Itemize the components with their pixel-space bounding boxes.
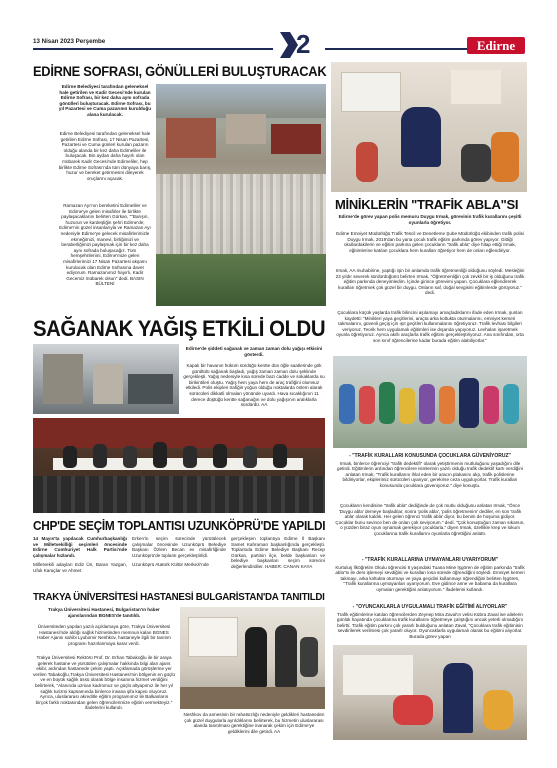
article2-photo-bottom <box>333 645 527 740</box>
article1-body1 <box>58 131 152 181</box>
article2-body1-text: Edirne Emniyet Müdürlüğü Trafik Tescil ve Denetleme Şube Müdürlüğü ekibinden trafik polisi Duygu Irmak, 2019'dan bu yana çocuk trafik eğitim parkında görev yapıyor. Gittiği okullardakilerin ve eğitim parkına gelen çocukların "trafik abla" diye hitap ettiği Irmak, eğitimlerine katılan çocuklara hem kuralları öğretiyor hem de onları eğlendiriyor. <box>336 231 524 253</box>
article5-body3-text: Neshkov da annesinin bir rahatsızlığı nedeniyle geldikleri hastaneden çok güzel duygularla ayrıldıklarını belirterek, bu hizmetin uluslararası alanda tanıtılması gerektiğine inanarak çekim için Edirne'ye geldiklerini dile getirdi. AA <box>183 712 325 734</box>
article2-title: MİNİKLERİN "TRAFİK ABLA"SI <box>335 197 519 212</box>
header-bar <box>0 0 557 62</box>
article2-body3-text: Çocuklara küçük yaşlarda trafik bilincini aşılamayı amaçladıklarını ifade eden Irmak, şunları kaydetti: "Minikleri yaya geçitlerini, araçta arka koltukta oturmalarını, emniyet kemeri takmalarını, güvenli geçiş için ışıt geçitleri kullanmalarını öğretiyoruz. Trafik levhası bilgileri veriyoruz. Teorik hem uygulamalı eğitimleri ise dışarıda yapıyoruz. Levhaları işaretmek oyunla öğretiyoruz. Ayrıca akıllı araçlarla trafik eğitimi gerçekleştiriyoruz. Ana sınıfından, orta son sınıf öğrencilerine kadar burada eğitim alabiliyorlar." <box>336 310 524 343</box>
article5-lead-text: Trakya Üniversitesi Hastanesi, Bulgaristan'ın haber ajanslarından BGNES'de tanıtıldı. <box>48 607 160 618</box>
header-rule-left <box>33 48 273 50</box>
article4-col2-text: Erken'in seçim sürecinde yürütülecek çalışmalar öncesinde Uzunköprü Belediye Başkanı Özlem Becan ev misafirliğinde Uzunköprü'de toplantı gerçekleştirildi. <box>132 536 226 558</box>
article2-sub3-title: - "OYUNCAKLARLA UYGULAMALI TRAFİK EĞİTİMİ ALIYORLAR" <box>352 604 508 610</box>
article4-col1-text: 14 Mayıs'ta yapılacak Cumhurbaşkanlığı ve Milletvekilliği seçimleri öncesinde Edirne Cumhuriyet Halk Partisi'nde çalışmalar hızlandı. <box>33 536 127 558</box>
article2-sub1-title: - "TRAFİK KURALLARI KONUSUNDA ÇOCUKLARA GÜVENİYORUZ" <box>349 453 511 459</box>
article3-title: SAĞANAK YAĞIŞ ETKİLİ OLDU <box>33 316 326 341</box>
article5-body3 <box>183 712 325 734</box>
article2-sub1-body: Irmak, binlerce öğrenciyi "trafik dedektifi" olarak yetiştirmenin mutluluğunu yaşadığını dile getirdi. Eğitimlerin ardından öğrencilere isimlerinin yazılı olduğu trafik dedektif kartı verdiğini anlatan Irmak, "Trafik kurallarını ihlal eden bir aracın plakasını alıp, trafik polislerine bildiriyorlar, ekiplerimiz sürücüleri uyarıyor, gerekirse ceza uyguluyorlar. Trafik kuralları konusunda çocuklara güveniyoruz." diye konuştu. <box>337 460 523 488</box>
article2-sub2-title: - "TRAFİK KURALLARINA UYMAYANLARI UYARIYORUM" <box>361 557 499 563</box>
article1-body2-text: Ramazan Ayı'nın bereketini Edirneliler ve Edirne'ye gelen misafirler ile birlikte paylaşacaklarını belirten Gürkan, ""Barışın, huzurun ve kardeşliğin şehri Edirne'de; Edirne'nin güzel insanlarıyla ve Ramazan Ayı nedeniyle Edirne'ye gelecek misafirlerimizle ekmeğimizi, manevi, birliğimizi ve beraberliğimizi paylaşmak için bir kez daha aynı sofrada buluşacağız. Tüm hemşehrilerimi, Edirne'mize gelen misafirlerimizi 17 Nisan Pazartesi akşamı kurulacak olan Edirne Sofrasına davet ediyorum. Ramazanımız hayırlı, Kadir Gecemiz mübarek olsun" dedi. BASIN BÜLTENİ <box>59 203 151 287</box>
article2-body2-text: Irmak, AA muhabirine, yaptığı işin bir anlamda trafik öğretmenliği olduğunu söyledi. Mesleğini 23 yıldır severek sürdürdüğünü belirten Irmak, "Öğretmenliğin çok zevkli bir iş olduğunu trafik eğitim parkında deneyimledim. İçinde girince görevimi yapan. Çocuklara eğlendirerek kuralları öğretmek çok güzel bir duygu. Onların saf, doğal sevgisini eğitimlerde görüyoruz." dedi. <box>335 268 525 296</box>
article3-lead <box>183 346 325 357</box>
article3-body <box>183 363 325 408</box>
brand-logo <box>467 37 525 54</box>
article4-col1b-text: Milletvekili adayları Ediz Ün, Baran Yazgan, Ufuk Karaçlar ve Ahmet <box>33 562 127 573</box>
brand-logo-text: Edirne <box>476 38 516 53</box>
article5-body2 <box>33 655 175 711</box>
article2-lead <box>335 214 525 225</box>
page-number: 2 <box>296 29 311 59</box>
article1-body2 <box>58 203 152 287</box>
article4-col1 <box>33 536 127 574</box>
article2-sub2-body: Kurtuluş İlköğretim Okulu öğrencisi 8 yaşındaki Tuana Mine İşgören de eğitim parkında "trafik abla"sı ile ders işlemeyi sevdiğini ve kuralları kısa sürede öğrendiğini söyledi. Emniyet kemeri takmayı, arka koltukta oturmayı ve yaya geçidini kullanmayı öğrendiğini belirten İşgören, "Trafik kurallarına uymayanları uyarıyorum. Eve gidince anne ve babama da kurallara uymaları gerektiğini anlatıyorum." ifadelerini kullandı. <box>335 564 525 592</box>
header-date: 13 Nisan 2023 Perşembe <box>33 38 106 45</box>
article1-lead-text: Edirne Belediyesi tarafından geleneksel hale getirilen ve Kadir Gecesi'nde kurulan Edirne Sofrası, bir kez daha aynı sofrada gönülleri buluşturacak. Edirne Sofrası, bu yıl Pazartesi ve Cuma pazarının kurulduğu alana kurulacak. <box>58 84 152 117</box>
article5-lead <box>33 607 175 618</box>
article2-sub3 <box>335 605 525 640</box>
article2-body3 <box>335 310 525 344</box>
article4-col3-text: gerçekleşen toplantıya Edirne İl Başkanı Samet Kahraman başkanlığında gerçekleşti. Toplantıda Edirne Belediye Başkanı Recep Gürkan, partinin ilçe, belde başkanları ve belediye başkanları seçim sürecini değerlendirdiler. HABER: CANAN KAYA <box>231 536 325 569</box>
article2-body2 <box>335 268 525 296</box>
article1-lead <box>58 84 152 118</box>
article5-body1-text: Üniversiteden yapılan yazılı açıklamaya göre, Trakya Üniversitesi Hastanesi'nde aldığı sağlık hizmetinden memnun kalan BGNES Haber Ajansı sahibi Lyubomir Neshkov, hastaneyle ilgili bir tanıtım programı hazırlanmaya karar verdi. <box>37 624 171 646</box>
article2-sub3-body: Trafik eğitimlerine katılan öğrencilerden Zeynep Mira Zaval'ın velisi Kübra Zaval ise ailelerin günlük hayatında çocuklarına trafik kurallarını öğretmeye çalıştığını ancak yeterli olmadığını belirtti. Trafik eğitim parkını çok yararlı bulduğunu anlatan Zaval, "Çocuklara trafik eğitiminin sevdirilerek verilmesi çok yararlı oluyor. Oyuncaklarla uygulamalı olarak bu eğitimi alıyorlar. Burada görev yapan <box>336 611 524 639</box>
article4-col2 <box>132 536 226 568</box>
article5-title: TRAKYA ÜNİVERSİTESİ HASTANESİ BULGARİSTAN'DA TANITILDI <box>33 591 325 603</box>
article2-lead-text: Edirne'de görev yapan polis memuru Duygu Irmak, görevinin trafik kurallarını çeşitli oyunlarla öğretiyor. <box>338 214 522 225</box>
article2-body4-text: Çocukların kendisine "trafik abla" dediğinde de çok mutlu olduğunu anlatan Irmak, "Önce 'Duygu abla' demeye başladılar, sonra 'polis abla', 'polis öğretmenim' dediler, en son 'trafik abla' olarak kaldık. Her gelen öğrenci 'trafik abla' diyor, bu benim de hoşuma gidiyor. Çocuklar bunu sevince ben de onları çok seviyorum." dedi. "Çok konuştuğun zaman sıkarsın, o yüzden biraz oyun oynamak gerekiyor çocuklarla." diyen Irmak, özellikle krep ve lokum çocuklarına trafik kurallarını oyunlarla öğrettiğini anlattı. <box>335 503 525 536</box>
article3-lead-text: Edirne'de şiddeti sağanak ve zaman zaman dolu yağışı etkisini gösterdi. <box>185 346 323 357</box>
article2-photo-middle <box>333 356 527 448</box>
article5-photo <box>180 607 325 709</box>
article4-col3 <box>231 536 325 570</box>
article2-photo-top <box>331 62 527 192</box>
article5-body1 <box>33 624 175 646</box>
article3-body-text: Kapalı bir havanın hüküm sürdüğü kentte dün öğle saatlerinde gök gürültülü sağanak başladı, yağış zaman zaman dolu şeklinde gerçekleşti. Yağış nedeniyle kısa sürede bazı cadde ve sokaklarda su birikintileri oluştu. Yağış hem yaya hem de araç trafiğini olumsuz etkiledi. Polis ekipleri trafiğin yoğun olduğu noktalarda önlem alarak sürücüleri dikkatli olmaları yönünde uyardı. Hava sıcaklığının 11 derece düştüğü kentte sağanağın ve dolu yağışının aralıklarla sürdürdü. AA <box>183 363 325 408</box>
article4-photo <box>33 418 325 513</box>
article1-body1-text: Edirne Belediyesi tarafından geleneksel hale getirilen Edirne Sofrası, 17 Nisan Pazartesi, Pazartesi ve Cuma günleri kurulan pazarın olduğu alanda bir kez daha Edirneliler ile buluşacak. Bin aydan daha hayırlı olan mübarek Kadir Gecesi'nde Edirneliler, hep birlikte Edirne Sofrası'nda tüm dünyaya barış, huzur ve bereket getirmesini dileyerek oruçlarını açacak. <box>58 131 152 181</box>
article5-body2-text: Trakya Üniversitesi Rektörü Prof. Dr. Erhan Tabakoğlu ile bir araya gelerek hastane ve yürütülen çalışmalar hakkında bilgi alan ajans ekibi, ardından hastanede çekim yaptı. Açıklamada görüşlerine yer verilen Tabakoğlu,Trakya Üniversitesi Hastanesi'nin bölgenin en güçlü ve en büyük sağlık üssü olarak bölge insanına hizmet verdiğini belirterek, "Alanında uzman kadromuz ve güçlü altyapımız ile her yıl sağlık turizmi kapsamında binlerce insana şifa kapısı oluyoruz. Ayrıca, uluslararası akreditle eğitim programımız ile Balkanların birçok farklı noktasından gelen öğrencilerimize eğitim vermekteyiz." ifadelerini kullandı. <box>33 655 175 711</box>
article2-sub2 <box>335 558 525 593</box>
article2-body4 <box>335 503 525 537</box>
article4-title: CHP'DE SEÇİM TOPLANTISI UZUNKÖPRÜ'DE YAPILDI <box>33 519 326 533</box>
article1-aerial-photo <box>156 84 326 306</box>
article1-title: EDİRNE SOFRASI, GÖNÜLLERİ BULUŞTURACAK <box>33 64 327 79</box>
article3-photo <box>33 344 179 414</box>
article2-sub1 <box>335 454 525 489</box>
article4-col2b-text: Uzunköprü Atatürk Kültür Merkezi'nde <box>132 562 209 568</box>
article2-body1 <box>335 231 525 253</box>
